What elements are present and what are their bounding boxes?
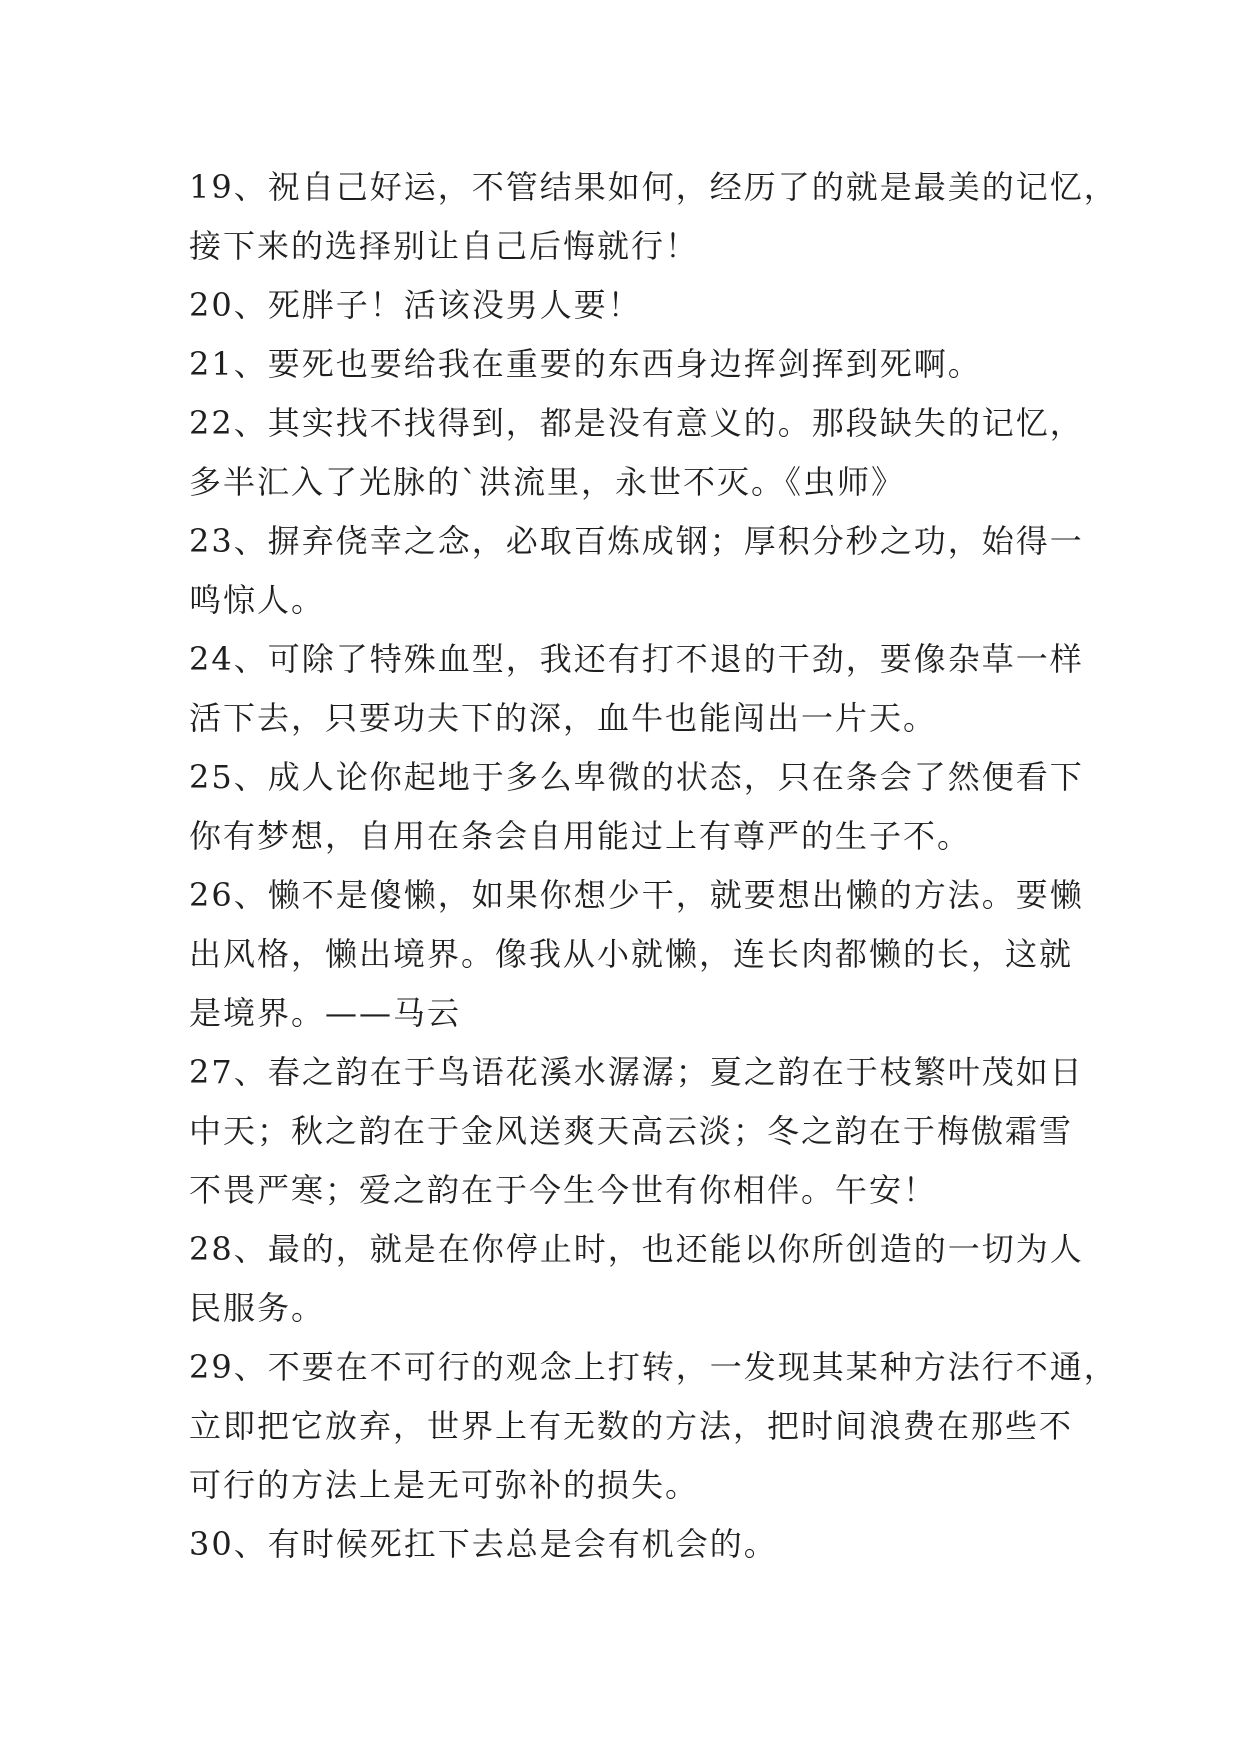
list-item-20 (189, 276, 1059, 335)
list-item-30 (189, 1515, 1059, 1574)
text-line: 多半汇入了光脉的`洪流里，永世不灭。《虫师》 (189, 463, 906, 501)
text-line: 可行的方法上是无可弥补的损失。 (189, 1466, 700, 1504)
list-item-24 (189, 630, 1084, 748)
text-line: 不畏严寒；爱之韵在于今生今世有你相伴。午安！ (189, 1171, 938, 1209)
text-line: 活下去，只要功夫下的深，血牛也能闯出一片天。 (189, 699, 938, 737)
text-line: 23、摒弃侥幸之念，必取百炼成钢；厚积分秒之功，始得一 (189, 522, 1084, 560)
text-line: 20、死胖子！活该没男人要！ (189, 286, 642, 324)
list-item-19 (189, 158, 1118, 276)
text-line: 24、可除了特殊血型，我还有打不退的干劲，要像杂草一样 (189, 640, 1084, 678)
text-line: 是境界。——马云 (189, 994, 462, 1032)
text-line: 26、懒不是傻懒，如果你想少干，就要想出懒的方法。要懒 (189, 876, 1084, 914)
list-item-23 (189, 512, 1084, 630)
list-item-25 (189, 748, 1084, 866)
text-line: 27、春之韵在于鸟语花溪水潺潺；夏之韵在于枝繁叶茂如日 (189, 1053, 1084, 1091)
list-item-28 (189, 1220, 1084, 1338)
list-item-22 (189, 394, 1084, 512)
list-item-21 (189, 335, 1059, 394)
text-line: 30、有时候死扛下去总是会有机会的。 (189, 1525, 778, 1563)
list-item-29 (189, 1338, 1118, 1515)
text-line: 21、要死也要给我在重要的东西身边挥剑挥到死啊。 (189, 345, 982, 383)
list-item-26 (189, 866, 1084, 1043)
text-line: 民服务。 (189, 1289, 326, 1327)
text-line: 接下来的选择别让自己后悔就行！ (189, 227, 700, 265)
text-line: 立即把它放弃，世界上有无数的方法，把时间浪费在那些不 (189, 1407, 1074, 1445)
document-body (189, 158, 1118, 1574)
text-line: 鸣惊人。 (189, 581, 326, 619)
text-line: 19、祝自己好运，不管结果如何，经历了的就是最美的记忆， (189, 168, 1118, 206)
text-line: 28、最的，就是在你停止时，也还能以你所创造的一切为人 (189, 1230, 1084, 1268)
text-line: 22、其实找不找得到，都是没有意义的。那段缺失的记忆， (189, 404, 1084, 442)
text-line: 出风格，懒出境界。像我从小就懒，连长肉都懒的长，这就 (189, 935, 1074, 973)
list-item-27 (189, 1043, 1084, 1220)
text-line: 中天；秋之韵在于金风送爽天高云淡；冬之韵在于梅傲霜雪 (189, 1112, 1074, 1150)
text-line: 29、不要在不可行的观念上打转，一发现其某种方法行不通， (189, 1348, 1118, 1386)
text-line: 25、成人论你起地于多么卑微的状态，只在条会了然便看下 (189, 758, 1084, 796)
text-line: 你有梦想，自用在条会自用能过上有尊严的生子不。 (189, 817, 972, 855)
